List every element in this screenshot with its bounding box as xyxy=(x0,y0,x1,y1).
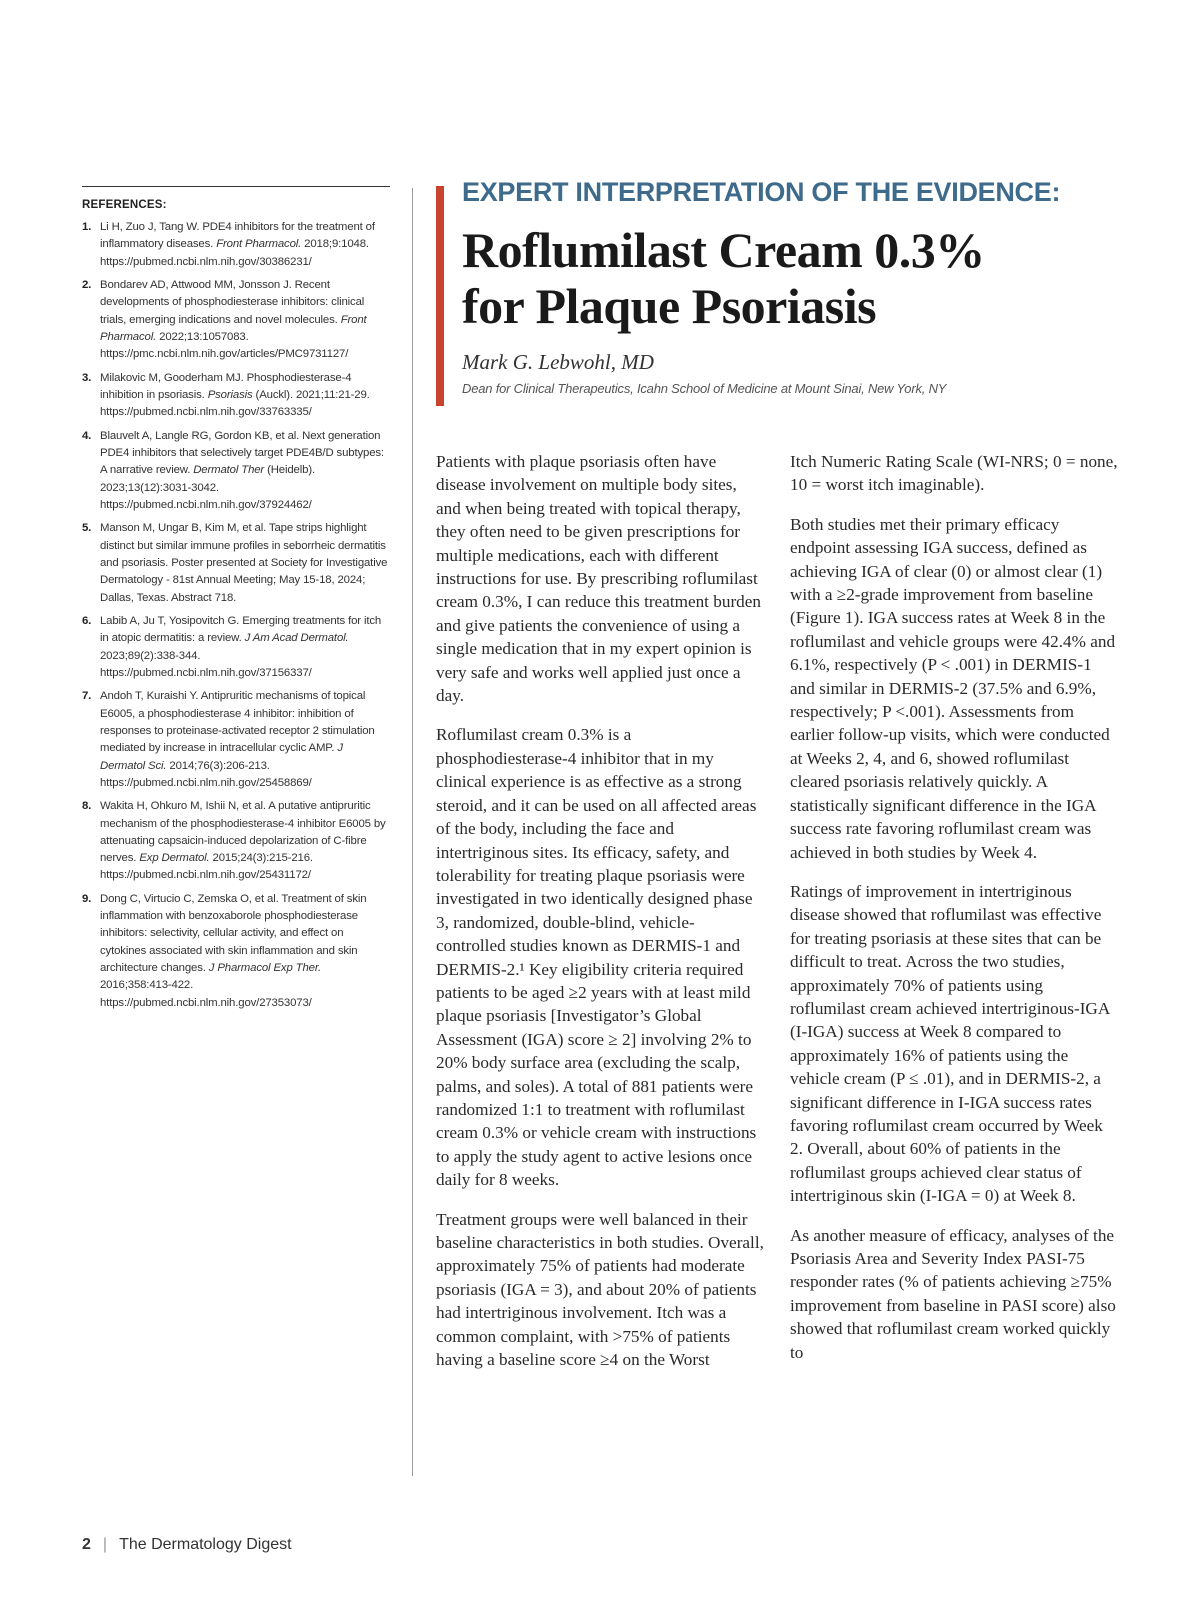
publication-name: The Dermatology Digest xyxy=(119,1536,292,1553)
reference-journal: Front Pharmacol. xyxy=(100,313,367,343)
article-header xyxy=(462,176,1162,396)
reference-number: 5. xyxy=(82,522,92,535)
reference-number: 8. xyxy=(82,800,92,813)
reference-item xyxy=(82,891,390,1012)
references-heading: REFERENCES: xyxy=(82,199,167,211)
reference-text: Li H, Zuo J, Tang W. PDE4 inhibitors for the treatment of inflammatory diseases. Front Pharmacol. 2018;9:1048. https://pubmed.ncbi.nlm.nih.gov/30386231/ xyxy=(100,221,375,268)
body-paragraph: Treatment groups were well balanced in their baseline characteristics in both studies. Overall, approximately 75% of patients had moderate psoriasis (IGA = 3), and about 20% of patients had intertriginous involvement. Itch was a common complaint, with >75% of patients having a baseline score ≥4 on the Worst xyxy=(436,1209,764,1370)
reference-text: Andoh T, Kuraishi Y. Antipruritic mechanisms of topical E6005, a phosphodiesterase 4 inhibitor: inhibition of responses to proteinase-activated receptor 2 stimulation mediated by increase in intracellular cyclic AMP. J Dermatol Sci. 2014;76(3):206-213. https://pubmed.ncbi.nlm.nih.gov/25458869/ xyxy=(100,690,375,789)
reference-text: Manson M, Ungar B, Kim M, et al. Tape strips highlight distinct but similar immune profiles in seborrheic dermatitis and psoriasis. Poster presented at Society for Investigative Dermatology - 81st Annual Meeting; May 15-18, 2024; Dallas, Texas. Abstract 718. xyxy=(100,522,388,604)
footer-separator: | xyxy=(102,1536,108,1553)
body-paragraph: Ratings of improvement in intertriginous disease showed that roflumilast was effective for treating psoriasis at these sites that can be difficult to treat. Across the two studies, approximately 70% of patients using roflumilast cream achieved intertriginous-IGA (I-IGA) success at Week 8 compared to approximately 16% of patients using the vehicle cream (P ≤ .01), and in DERMIS-2, a significant difference in I-IGA success rates favoring roflumilast cream occurred by Week 2. Overall, about 60% of patients in the roflumilast groups achieved clear status of intertriginous skin (I-IGA = 0) at Week 8. xyxy=(790,881,1110,1206)
author-affiliation: Dean for Clinical Therapeutics, Icahn School of Medicine at Mount Sinai, New York, NY xyxy=(462,381,947,397)
reference-item xyxy=(82,688,390,792)
accent-bar xyxy=(436,186,444,406)
reference-journal: J Am Acad Dermatol. xyxy=(244,632,349,645)
references-panel xyxy=(82,186,390,1018)
reference-number: 3. xyxy=(82,371,92,384)
reference-number: 2. xyxy=(82,278,92,291)
reference-journal: Exp Dermatol. xyxy=(139,852,210,865)
reference-item xyxy=(82,520,390,607)
reference-text: Wakita H, Ohkuro M, Ishii N, et al. A putative antipruritic mechanism of the phosphodiesterase-4 inhibitor E6005 by attenuating capsaicin-induced depolarization of C-fibre nerves. Exp Dermatol. 2015;24(3):215-216. https://pubmed.ncbi.nlm.nih.gov/25431172/ xyxy=(100,800,386,882)
body-column-right xyxy=(790,450,1118,1380)
reference-item xyxy=(82,613,390,682)
article-author: Mark G. Lebwohl, MD xyxy=(462,350,654,375)
article-kicker: EXPERT INTERPRETATION OF THE EVIDENCE: xyxy=(462,177,1061,207)
body-paragraph: Both studies met their primary efficacy endpoint assessing IGA success, defined as achieving IGA of clear (0) or almost clear (1) with a ≥2-grade improvement from baseline (Figure 1). IGA success rates at Week 8 in the roflumilast and vehicle groups were 42.4% and 6.1%, respectively (P < .001) in DERMIS-1 and similar in DERMIS-2 (37.5% and 6.9%, respectively; P <.001). Assessments from earlier follow-up visits, which were conducted at Weeks 2, 4, and 6, showed roflumilast cleared psoriasis relatively quickly. A statistically significant difference in the IGA success rate favoring roflumilast cream was achieved in both studies by Week 4. xyxy=(790,514,1116,862)
reference-journal: Front Pharmacol. xyxy=(216,238,302,251)
reference-number: 4. xyxy=(82,429,92,442)
body-column-left xyxy=(436,450,764,1387)
body-paragraph: As another measure of efficacy, analyses of the Psoriasis Area and Severity Index PASI-75 responder rates (% of patients achieving ≥75% improvement from baseline in PASI score) also showed that roflumilast cream worked quickly to xyxy=(790,1225,1116,1362)
reference-text: Dong C, Virtucio C, Zemska O, et al. Treatment of skin inflammation with benzoxaborole phosphodiesterase inhibitors: selectivity, cellular activity, and effect on cytokines associated with skin inflammation and skin architecture changes. J Pharmacol Exp Ther. 2016;358:413-422. https://pubmed.ncbi.nlm.nih.gov/27353073/ xyxy=(100,892,367,1009)
references-list xyxy=(82,219,390,1012)
reference-number: 9. xyxy=(82,892,92,905)
reference-number: 6. xyxy=(82,614,92,627)
reference-number: 7. xyxy=(82,690,92,703)
reference-item xyxy=(82,277,390,364)
reference-journal: Dermatol Ther xyxy=(193,464,265,477)
reference-journal: J Dermatol Sci. xyxy=(100,742,343,772)
reference-text: Milakovic M, Gooderham MJ. Phosphodiesterase-4 inhibition in psoriasis. Psoriasis (Auckl). 2021;11:21-29. https://pubmed.ncbi.nlm.nih.gov/33763335/ xyxy=(100,371,370,419)
title-line-2: for Plaque Psoriasis xyxy=(462,278,877,335)
reference-journal: Psoriasis xyxy=(207,388,253,401)
body-paragraph: Patients with plaque psoriasis often have disease involvement on multiple body sites, and when being treated with topical therapy, they often need to be given prescriptions for multiple medications, each with different instructions for use. By prescribing roflumilast cream 0.3%, I can reduce this treatment burden and give patients the convenience of using a single medication that in my expert opinion is very safe and works well applied just once a day. xyxy=(436,452,761,706)
reference-text: Labib A, Ju T, Yosipovitch G. Emerging treatments for itch in atopic dermatitis: a review. J Am Acad Dermatol. 2023;89(2):338-344. https://pubmed.ncbi.nlm.nih.gov/37156337/ xyxy=(100,614,382,679)
reference-item xyxy=(82,370,390,422)
title-line-1: Roflumilast Cream 0.3% xyxy=(462,222,985,279)
article-title xyxy=(462,222,1162,334)
page-number: 2 xyxy=(82,1536,91,1553)
reference-journal: J Pharmacol Exp Ther. xyxy=(208,962,322,975)
column-divider xyxy=(412,188,413,1476)
reference-item xyxy=(82,798,390,885)
reference-text: Bondarev AD, Attwood MM, Jonsson J. Recent developments of phosphodiesterase inhibitors: clinical trials, emerging indications and novel molecules. Front Pharmacol. 2022;13:1057083. https://pmc.ncbi.nlm.nih.gov/articles/PMC9731127/ xyxy=(100,278,367,361)
page-footer xyxy=(82,1536,292,1554)
reference-number: 1. xyxy=(82,221,92,233)
reference-item xyxy=(82,428,390,515)
reference-text: Blauvelt A, Langle RG, Gordon KB, et al. Next generation PDE4 inhibitors that selectively target PDE4B/D subtypes: A narrative review. Dermatol Ther (Heidelb). 2023;13(12):3031-3042. https://pubmed.ncbi.nlm.nih.gov/37924462/ xyxy=(100,429,384,511)
body-paragraph: Itch Numeric Rating Scale (WI-NRS; 0 = none, 10 = worst itch imaginable). xyxy=(790,452,1118,495)
body-paragraph: Roflumilast cream 0.3% is a phosphodiesterase-4 inhibitor that in my clinical experience is as effective as a strong steroid, and it can be used on all affected areas of the body, including the face and intertriginous sites. Its efficacy, safety, and tolerability for treating plaque psoriasis were investigated in two identically designed phase 3, randomized, double-blind, vehicle-controlled studies known as DERMIS-1 and DERMIS-2.¹ Key eligibility criteria required patients to be aged ≥2 years with at least mild plaque psoriasis [Investigator’s Global Assessment (IGA) score ≥ 2] involving 2% to 20% body surface area (excluding the scalp, palms, and soles). A total of 881 patients were randomized 1:1 to treatment with roflumilast cream 0.3% or vehicle cream with instructions to apply the study agent to active lesions once daily for 8 weeks. xyxy=(436,725,757,1190)
reference-item xyxy=(82,219,390,271)
